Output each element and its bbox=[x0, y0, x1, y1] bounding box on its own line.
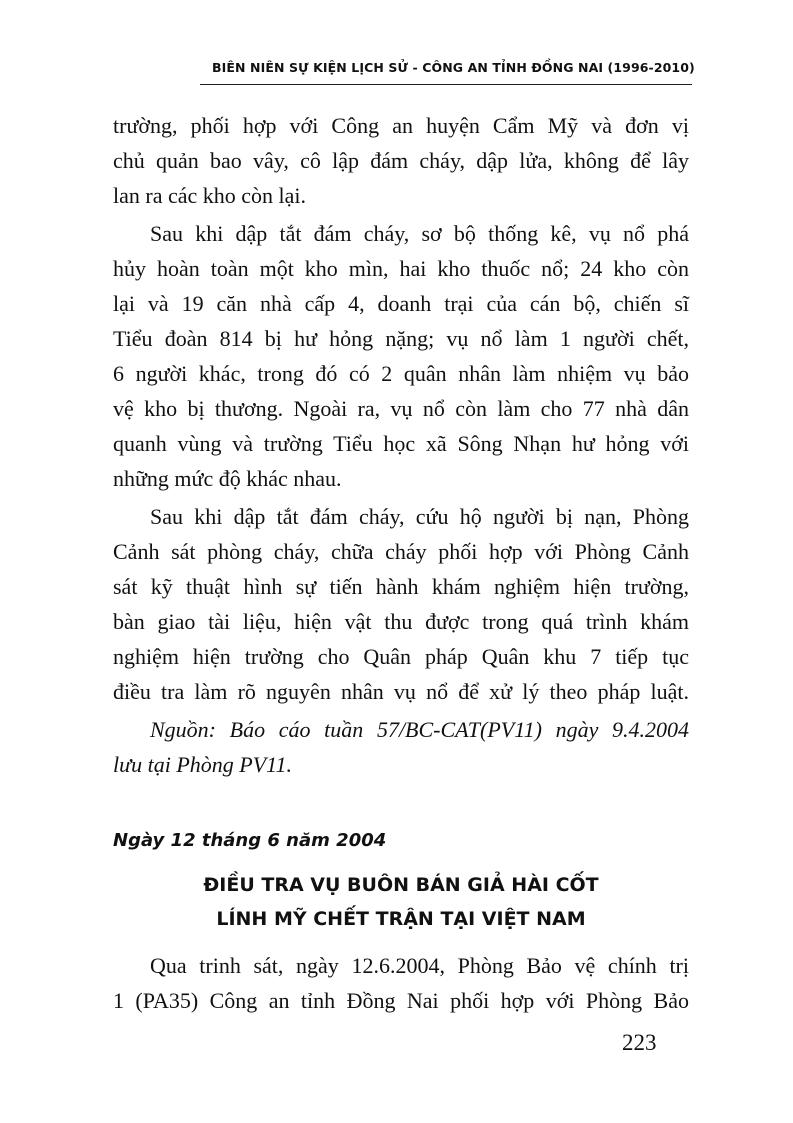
text-line: Qua trinh sát, ngày 12.6.2004, Phòng Bảo vệ chính trị bbox=[150, 953, 689, 978]
text-line: bàn giao tài liệu, hiện vật thu được trong quá trình khám bbox=[113, 609, 689, 634]
text-line: chủ quản bao vây, cô lập đám cháy, dập lửa, không để lây bbox=[113, 148, 689, 173]
text-line: vệ kho bị thương. Ngoài ra, vụ nổ còn làm cho 77 nhà dân bbox=[113, 396, 689, 421]
text-line: trường, phối hợp với Công an huyện Cẩm Mỹ và đơn vị bbox=[113, 113, 689, 138]
page-number: 223 bbox=[622, 1030, 657, 1055]
header-rule bbox=[200, 84, 692, 85]
text-line: sát kỹ thuật hình sự tiến hành khám nghiệm hiện trường, bbox=[113, 574, 689, 599]
text-line: Nguồn: Báo cáo tuần 57/BC-CAT(PV11) ngày 9.4.2004 bbox=[150, 717, 689, 742]
text-line: hủy hoàn toàn một kho mìn, hai kho thuốc nổ; 24 kho còn bbox=[113, 256, 689, 281]
text-line: Tiểu đoàn 814 bị hư hỏng nặng; vụ nổ làm 1 người chết, bbox=[113, 326, 689, 351]
entry-title-line: ĐIỀU TRA VỤ BUÔN BÁN GIẢ HÀI CỐT bbox=[203, 874, 599, 896]
text-line: lưu tại Phòng PV11. bbox=[113, 752, 293, 777]
entry-title-line: LÍNH MỸ CHẾT TRẬN TẠI VIỆT NAM bbox=[216, 908, 586, 930]
text-line: lan ra các kho còn lại. bbox=[113, 183, 307, 208]
text-line: quanh vùng và trường Tiểu học xã Sông Nhạn hư hỏng với bbox=[113, 431, 689, 456]
text-line: điều tra làm rõ nguyên nhân vụ nổ để xử lý theo pháp luật. bbox=[113, 679, 689, 704]
text-line: Sau khi dập tắt đám cháy, sơ bộ thống kê, vụ nổ phá bbox=[150, 221, 689, 246]
running-header: BIÊN NIÊN SỰ KIỆN LỊCH SỬ - CÔNG AN TỈNH ĐỒNG NAI (1996-2010) bbox=[212, 60, 695, 75]
text-line: nghiệm hiện trường cho Quân pháp Quân khu 7 tiếp tục bbox=[113, 644, 689, 669]
entry-date: Ngày 12 tháng 6 năm 2004 bbox=[113, 830, 387, 851]
text-line: 1 (PA35) Công an tỉnh Đồng Nai phối hợp với Phòng Bảo bbox=[113, 988, 689, 1013]
text-line: Cảnh sát phòng cháy, chữa cháy phối hợp với Phòng Cảnh bbox=[113, 539, 689, 564]
text-line: 6 người khác, trong đó có 2 quân nhân làm nhiệm vụ bảo bbox=[113, 361, 689, 386]
text-line: Sau khi dập tắt đám cháy, cứu hộ người bị nạn, Phòng bbox=[150, 504, 689, 529]
text-line: những mức độ khác nhau. bbox=[113, 466, 342, 491]
text-line: lại và 19 căn nhà cấp 4, doanh trại của cán bộ, chiến sĩ bbox=[113, 291, 689, 316]
